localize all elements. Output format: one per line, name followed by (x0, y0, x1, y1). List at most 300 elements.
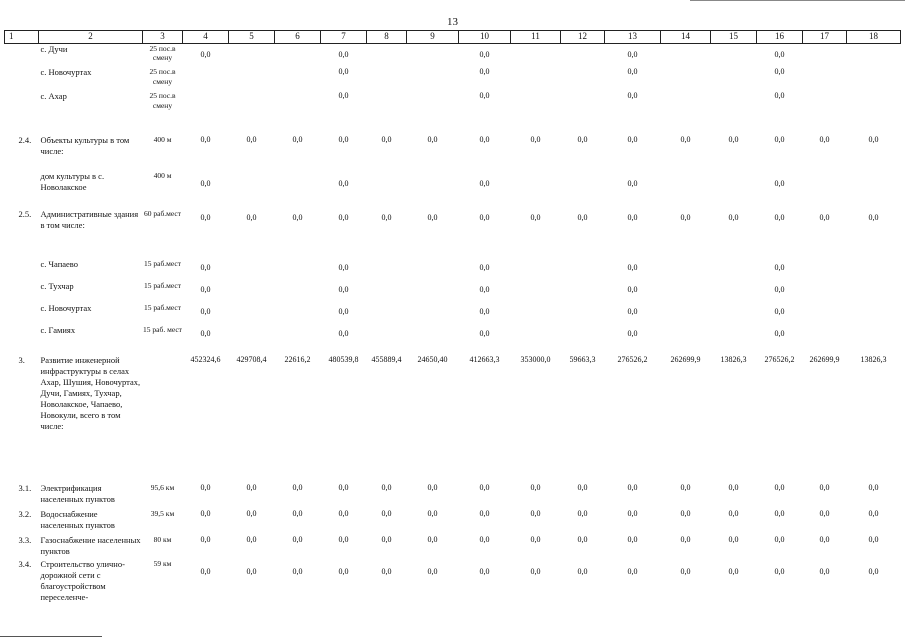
value-text: 0,0 (427, 535, 438, 545)
value-text: 13826,3 (720, 355, 747, 365)
value-cell-col-5 (229, 509, 275, 535)
value-cell-col-15 (711, 483, 757, 509)
value-cell-col-12 (561, 355, 605, 483)
value-text: 0,0 (627, 135, 638, 145)
value-cell-col-11 (511, 559, 561, 615)
value-cell-col-18 (847, 171, 901, 209)
row-number (5, 325, 39, 355)
value-text (711, 303, 757, 307)
value-cell-col-7 (321, 135, 367, 171)
table-row (5, 67, 901, 91)
value-cell-col-17 (803, 325, 847, 355)
value-cell-col-5 (229, 535, 275, 559)
value-text: 0,0 (479, 179, 490, 189)
value-cell-col-18 (847, 43, 901, 67)
column-header-16: 16 (757, 31, 803, 44)
value-cell-col-11 (511, 281, 561, 303)
value-text: 0,0 (627, 263, 638, 273)
value-text (229, 303, 275, 307)
value-text (407, 171, 459, 179)
value-cell-col-8 (367, 259, 407, 281)
value-text: 0,0 (819, 483, 830, 493)
value-cell-col-16 (757, 325, 803, 355)
value-text: 0,0 (627, 49, 638, 59)
value-text (275, 44, 321, 50)
row-unit: 25 пос.в смену (149, 43, 176, 63)
value-cell-col-12 (561, 67, 605, 91)
column-header-13: 13 (605, 31, 661, 44)
column-header-15: 15 (711, 31, 757, 44)
value-text: 0,0 (627, 67, 638, 77)
row-unit: 400 м (153, 135, 172, 145)
value-text: 0,0 (819, 567, 830, 577)
value-text: 0,0 (338, 179, 349, 189)
value-cell-col-17 (803, 135, 847, 171)
value-cell-col-16 (757, 303, 803, 325)
table-row (5, 535, 901, 559)
value-text: 0,0 (200, 49, 211, 59)
value-text: 59663,3 (569, 355, 596, 365)
value-text: 0,0 (246, 509, 257, 519)
value-text (561, 281, 605, 285)
row-unit: 39,5 км (150, 509, 175, 519)
row-unit: 80 км (153, 535, 172, 545)
value-cell-col-8 (367, 135, 407, 171)
value-cell-col-12 (561, 325, 605, 355)
value-text: 0,0 (774, 329, 785, 339)
value-text: 0,0 (868, 135, 879, 145)
row-number: 3.2. (18, 509, 32, 520)
value-cell-col-12 (561, 509, 605, 535)
value-text: 0,0 (200, 135, 211, 145)
value-text (711, 171, 757, 179)
value-cell-col-14 (661, 135, 711, 171)
table-row (5, 171, 901, 209)
value-cell-col-6 (275, 67, 321, 91)
value-cell-col-6 (275, 325, 321, 355)
value-text: 0,0 (200, 483, 211, 493)
value-text (229, 44, 275, 50)
column-header-1: 1 (5, 31, 39, 44)
value-cell-col-8 (367, 171, 407, 209)
value-cell-col-8 (367, 67, 407, 91)
value-cell-col-4 (183, 135, 229, 171)
value-cell-col-9 (407, 43, 459, 67)
value-cell-col-10 (459, 43, 511, 67)
value-text: 0,0 (338, 307, 349, 317)
value-text: 0,0 (200, 179, 211, 189)
value-text: 0,0 (479, 535, 490, 545)
value-cell-col-15 (711, 559, 757, 615)
row-number: 3.3. (18, 535, 32, 546)
value-cell-col-14 (661, 171, 711, 209)
value-cell-col-9 (407, 171, 459, 209)
value-cell-col-15 (711, 509, 757, 535)
table-row (5, 559, 901, 615)
value-cell-col-15 (711, 43, 757, 67)
value-text: 0,0 (577, 509, 588, 519)
value-cell-col-15 (711, 355, 757, 483)
value-cell-col-6 (275, 91, 321, 135)
value-cell-col-10 (459, 135, 511, 171)
value-cell-col-18 (847, 209, 901, 259)
value-cell-col-4 (183, 91, 229, 135)
value-text: 0,0 (338, 329, 349, 339)
value-text (561, 325, 605, 329)
column-header-18: 18 (847, 31, 901, 44)
value-cell-col-8 (367, 535, 407, 559)
value-text: 0,0 (530, 535, 541, 545)
value-cell-col-13 (605, 281, 661, 303)
value-cell-col-11 (511, 303, 561, 325)
value-text: 0,0 (728, 135, 739, 145)
table-body (5, 43, 901, 615)
value-cell-col-4 (183, 67, 229, 91)
value-text: 13826,3 (860, 355, 887, 365)
value-text: 0,0 (680, 535, 691, 545)
value-cell-col-14 (661, 67, 711, 91)
value-text: 0,0 (728, 483, 739, 493)
value-cell-col-11 (511, 535, 561, 559)
value-text: 0,0 (680, 509, 691, 519)
value-cell-col-18 (847, 559, 901, 615)
value-text: 0,0 (479, 483, 490, 493)
row-name: Строительство улично-дорожной сети с благоустройством переселенче- (40, 559, 125, 603)
value-text: 0,0 (868, 213, 879, 223)
value-cell-col-16 (757, 43, 803, 67)
value-text: 0,0 (627, 307, 638, 317)
value-text: 0,0 (728, 509, 739, 519)
value-cell-col-8 (367, 509, 407, 535)
value-text (711, 281, 757, 285)
value-cell-col-8 (367, 209, 407, 259)
value-text: 0,0 (292, 509, 303, 519)
value-cell-col-15 (711, 259, 757, 281)
value-cell-col-16 (757, 509, 803, 535)
value-cell-col-9 (407, 135, 459, 171)
value-text: 0,0 (338, 535, 349, 545)
value-text (803, 325, 847, 329)
value-cell-col-8 (367, 43, 407, 67)
value-cell-col-7 (321, 43, 367, 67)
value-cell-col-6 (275, 355, 321, 483)
value-text: 0,0 (427, 509, 438, 519)
value-text (511, 171, 561, 179)
value-text: 22616,2 (284, 355, 311, 365)
value-cell-col-17 (803, 209, 847, 259)
value-cell-col-5 (229, 171, 275, 209)
value-cell-col-4 (183, 535, 229, 559)
value-text: 0,0 (627, 535, 638, 545)
value-text: 0,0 (577, 567, 588, 577)
value-cell-col-14 (661, 535, 711, 559)
value-cell-col-9 (407, 535, 459, 559)
value-text (407, 281, 459, 285)
value-text: 0,0 (200, 535, 211, 545)
column-header-5: 5 (229, 31, 275, 44)
data-table (4, 30, 901, 615)
value-cell-col-11 (511, 91, 561, 135)
value-text: 0,0 (479, 135, 490, 145)
value-text: 0,0 (530, 213, 541, 223)
value-cell-col-11 (511, 259, 561, 281)
value-text (407, 259, 459, 263)
value-text: 0,0 (246, 567, 257, 577)
value-text (275, 259, 321, 263)
column-header-4: 4 (183, 31, 229, 44)
value-cell-col-10 (459, 281, 511, 303)
value-text: 353000,0 (520, 355, 551, 365)
value-cell-col-11 (511, 325, 561, 355)
value-text (367, 259, 407, 263)
value-text: 0,0 (381, 483, 392, 493)
value-text: 0,0 (292, 213, 303, 223)
value-cell-col-18 (847, 303, 901, 325)
value-text: 0,0 (338, 285, 349, 295)
value-text: 0,0 (627, 567, 638, 577)
row-unit: 15 раб.мест (143, 259, 181, 269)
value-text: 0,0 (338, 91, 349, 101)
value-text: 455889,4 (371, 355, 402, 365)
value-text: 0,0 (774, 67, 785, 77)
value-text: 0,0 (479, 509, 490, 519)
value-cell-col-13 (605, 509, 661, 535)
value-cell-col-10 (459, 535, 511, 559)
value-cell-col-8 (367, 355, 407, 483)
value-cell-col-7 (321, 483, 367, 509)
value-text: 412663,3 (469, 355, 500, 365)
value-cell-col-6 (275, 135, 321, 171)
value-cell-col-18 (847, 281, 901, 303)
value-cell-col-15 (711, 535, 757, 559)
value-text: 0,0 (381, 213, 392, 223)
value-text: 0,0 (479, 307, 490, 317)
value-text (511, 44, 561, 50)
value-text (275, 303, 321, 307)
value-cell-col-18 (847, 135, 901, 171)
value-text: 0,0 (577, 483, 588, 493)
value-text: 276526,2 (764, 355, 795, 365)
table-row (5, 303, 901, 325)
value-text: 0,0 (479, 567, 490, 577)
value-cell-col-10 (459, 209, 511, 259)
value-cell-col-14 (661, 559, 711, 615)
value-text (367, 171, 407, 179)
value-cell-col-5 (229, 355, 275, 483)
value-cell-col-7 (321, 303, 367, 325)
value-cell-col-4 (183, 259, 229, 281)
value-cell-col-12 (561, 259, 605, 281)
row-number: 3.4. (18, 559, 32, 570)
value-cell-col-6 (275, 171, 321, 209)
row-name: с. Тухчар (40, 281, 74, 292)
value-text: 0,0 (246, 135, 257, 145)
column-header-12: 12 (561, 31, 605, 44)
row-name: Объекты культуры в том числе: (40, 135, 130, 157)
row-number: 3. (18, 355, 25, 366)
value-cell-col-4 (183, 171, 229, 209)
value-text: 262699,9 (670, 355, 701, 365)
value-cell-col-16 (757, 171, 803, 209)
value-cell-col-18 (847, 483, 901, 509)
value-cell-col-16 (757, 259, 803, 281)
value-cell-col-11 (511, 483, 561, 509)
value-cell-col-5 (229, 67, 275, 91)
value-text (511, 281, 561, 285)
value-cell-col-6 (275, 535, 321, 559)
value-cell-col-6 (275, 209, 321, 259)
row-name: с. Новочуртах (40, 303, 92, 314)
table-row (5, 259, 901, 281)
value-cell-col-7 (321, 67, 367, 91)
value-text (847, 259, 901, 263)
value-cell-col-15 (711, 209, 757, 259)
value-text (407, 325, 459, 329)
value-text: 0,0 (728, 535, 739, 545)
value-cell-col-13 (605, 535, 661, 559)
row-unit: 15 раб.мест (143, 281, 181, 291)
value-cell-col-14 (661, 355, 711, 483)
row-name: Электрификация населенных пунктов (40, 483, 115, 505)
value-text (367, 281, 407, 285)
value-text: 0,0 (338, 135, 349, 145)
value-cell-col-15 (711, 67, 757, 91)
value-text: 0,0 (530, 483, 541, 493)
value-text: 0,0 (774, 179, 785, 189)
value-text: 0,0 (774, 49, 785, 59)
value-text: 0,0 (427, 213, 438, 223)
value-cell-col-12 (561, 209, 605, 259)
value-cell-col-11 (511, 43, 561, 67)
value-cell-col-7 (321, 559, 367, 615)
value-text: 480539,8 (328, 355, 359, 365)
value-text (367, 44, 407, 50)
value-cell-col-15 (711, 171, 757, 209)
value-cell-col-5 (229, 135, 275, 171)
column-header-7: 7 (321, 31, 367, 44)
row-number (5, 171, 39, 209)
row-number (5, 67, 39, 91)
value-cell-col-8 (367, 559, 407, 615)
value-text (511, 303, 561, 307)
row-number (5, 91, 39, 135)
value-cell-col-17 (803, 281, 847, 303)
value-text: 0,0 (427, 567, 438, 577)
row-number: 3.1. (18, 483, 32, 494)
value-cell-col-7 (321, 91, 367, 135)
value-text (661, 259, 711, 263)
value-text: 0,0 (479, 49, 490, 59)
value-cell-col-9 (407, 559, 459, 615)
row-unit: 60 раб.мест (143, 209, 181, 219)
bottom-rule (0, 636, 102, 637)
row-number: 2.5. (18, 209, 32, 220)
value-cell-col-13 (605, 43, 661, 67)
value-cell-col-16 (757, 559, 803, 615)
value-cell-col-4 (183, 303, 229, 325)
value-text: 0,0 (427, 483, 438, 493)
column-header-8: 8 (367, 31, 407, 44)
value-cell-col-13 (605, 171, 661, 209)
value-cell-col-17 (803, 559, 847, 615)
value-cell-col-10 (459, 303, 511, 325)
value-cell-col-13 (605, 135, 661, 171)
value-cell-col-17 (803, 259, 847, 281)
value-text: 0,0 (680, 567, 691, 577)
value-text (561, 259, 605, 263)
value-cell-col-8 (367, 303, 407, 325)
value-cell-col-14 (661, 483, 711, 509)
value-text: 0,0 (774, 483, 785, 493)
value-text (661, 325, 711, 329)
value-text (407, 44, 459, 50)
row-name: с. Ахар (40, 91, 67, 102)
value-cell-col-9 (407, 259, 459, 281)
value-cell-col-10 (459, 171, 511, 209)
value-text: 0,0 (292, 535, 303, 545)
row-number (5, 259, 39, 281)
value-cell-col-13 (605, 91, 661, 135)
value-text (561, 303, 605, 307)
value-cell-col-17 (803, 91, 847, 135)
value-text: 0,0 (338, 67, 349, 77)
value-text: 0,0 (246, 535, 257, 545)
value-text: 0,0 (530, 135, 541, 145)
value-text (661, 44, 711, 50)
value-cell-col-5 (229, 281, 275, 303)
value-text (661, 171, 711, 179)
value-text (847, 171, 901, 179)
value-text: 0,0 (246, 483, 257, 493)
value-text: 0,0 (819, 535, 830, 545)
value-cell-col-13 (605, 325, 661, 355)
value-text: 0,0 (338, 49, 349, 59)
column-header-9: 9 (407, 31, 459, 44)
value-cell-col-14 (661, 259, 711, 281)
value-text: 0,0 (819, 213, 830, 223)
value-cell-col-5 (229, 43, 275, 67)
value-cell-col-5 (229, 209, 275, 259)
value-cell-col-6 (275, 259, 321, 281)
column-header-10: 10 (459, 31, 511, 44)
value-text (229, 171, 275, 179)
value-text (803, 171, 847, 179)
value-text: 0,0 (577, 535, 588, 545)
value-text (511, 259, 561, 263)
value-text: 0,0 (200, 567, 211, 577)
value-cell-col-11 (511, 209, 561, 259)
header-row (5, 31, 901, 44)
value-cell-col-7 (321, 535, 367, 559)
row-number (5, 303, 39, 325)
row-name: с. Чапаево (40, 259, 79, 270)
value-text: 0,0 (292, 135, 303, 145)
value-cell-col-7 (321, 281, 367, 303)
value-text: 0,0 (338, 263, 349, 273)
value-text: 0,0 (200, 329, 211, 339)
value-cell-col-14 (661, 303, 711, 325)
value-cell-col-14 (661, 325, 711, 355)
value-text: 0,0 (530, 567, 541, 577)
value-text (229, 325, 275, 329)
value-cell-col-6 (275, 43, 321, 67)
table-row (5, 325, 901, 355)
value-cell-col-5 (229, 559, 275, 615)
row-name: Развитие инженерной инфраструктуры в селах Ахар, Шушия, Новочуртах, Дучи, Гамиях, Тухчар, Новолакское, Чапаево, Новокули, всего в том числе: (40, 355, 141, 432)
table-row (5, 135, 901, 171)
value-text (847, 44, 901, 50)
value-cell-col-17 (803, 43, 847, 67)
